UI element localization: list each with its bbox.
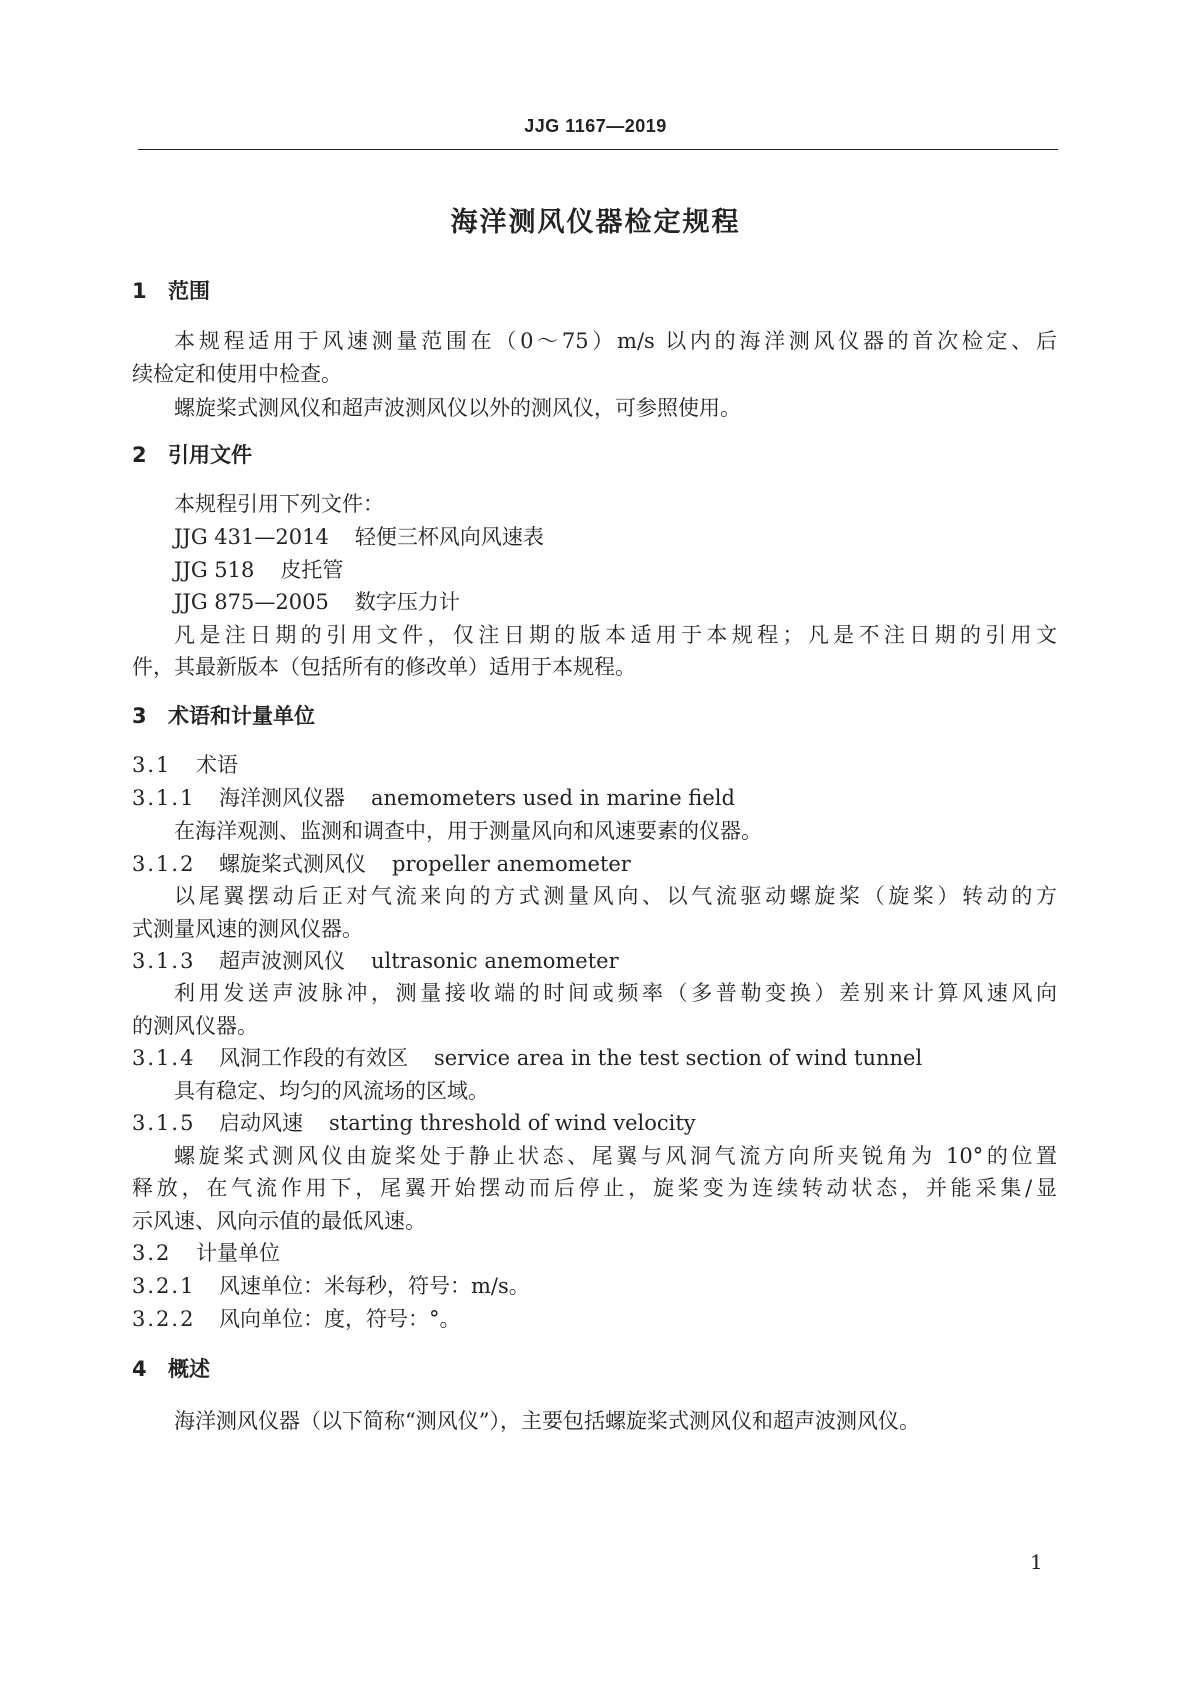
reference-code: JJG 875—2005 — [174, 590, 329, 614]
paragraph: 本规程引用下列文件： — [174, 492, 384, 516]
term-en: propeller anemometer — [392, 852, 631, 876]
reference-name: 数字压力计 — [354, 590, 460, 614]
document-title: 海洋测风仪器检定规程 — [450, 207, 741, 238]
term-en: ultrasonic anemometer — [371, 949, 619, 973]
unit-number: 3.2.2 — [132, 1307, 196, 1331]
document-code-header: JJG 1167—2019 — [524, 116, 667, 136]
term-definition: 在海洋观测、监测和调查中，用于测量风向和风速要素的仪器。 — [174, 819, 762, 843]
section-3-heading — [132, 701, 315, 731]
term-zh: 风洞工作段的有效区 — [219, 1046, 408, 1070]
term-en: starting threshold of wind velocity — [329, 1111, 696, 1135]
term-3-1-3 — [132, 946, 619, 976]
term-definition: 释放，在气流作用下，尾翼开始摆动而后停止，旋桨变为连续转动状态，并能采集/显 — [132, 1176, 1057, 1200]
reference-item — [174, 587, 460, 617]
unit-text: 风速单位：米每秒，符号：m/s。 — [219, 1274, 530, 1298]
section-number: 2 — [132, 443, 147, 467]
section-2-heading — [132, 440, 252, 470]
section-title: 术语和计量单位 — [168, 704, 315, 728]
term-number: 3.1.4 — [132, 1046, 196, 1070]
term-3-1-4 — [132, 1043, 922, 1073]
unit-3-2-2 — [132, 1304, 461, 1334]
reference-name: 轻便三杯风向风速表 — [354, 525, 544, 549]
header-rule — [138, 149, 1058, 150]
section-number: 4 — [132, 1357, 147, 1381]
term-definition: 的测风仪器。 — [132, 1014, 258, 1038]
term-zh: 海洋测风仪器 — [219, 786, 345, 810]
term-number: 3.1.1 — [132, 786, 196, 810]
unit-3-2-1 — [132, 1271, 530, 1301]
reference-item — [174, 555, 343, 585]
unit-number: 3.2.1 — [132, 1274, 196, 1298]
subsection-title: 术语 — [196, 753, 238, 777]
section-1-heading — [132, 276, 210, 306]
subsection-title: 计量单位 — [196, 1241, 280, 1265]
paragraph: 续检定和使用中检查。 — [132, 362, 342, 386]
section-4-heading — [132, 1354, 210, 1384]
term-definition: 示风速、风向示值的最低风速。 — [132, 1209, 426, 1233]
page-number: 1 — [1030, 1550, 1043, 1574]
term-zh: 启动风速 — [219, 1111, 303, 1135]
subsection-3-2 — [132, 1238, 280, 1268]
unit-text: 风向单位：度，符号：°。 — [219, 1307, 461, 1331]
reference-code: JJG 518 — [174, 558, 255, 582]
term-3-1-1 — [132, 783, 735, 813]
paragraph: 螺旋桨式测风仪和超声波测风仪以外的测风仪，可参照使用。 — [174, 396, 741, 420]
term-definition: 具有稳定、均匀的风流场的区域。 — [174, 1079, 489, 1103]
term-definition: 式测量风速的测风仪器。 — [132, 917, 363, 941]
section-title: 引用文件 — [168, 443, 252, 467]
section-number: 3 — [132, 704, 147, 728]
term-number: 3.1.5 — [132, 1111, 196, 1135]
term-en: service area in the test section of wind tunnel — [434, 1046, 923, 1070]
paragraph: 凡是注日期的引用文件，仅注日期的版本适用于本规程；凡是不注日期的引用文 — [174, 623, 1057, 647]
subsection-3-1 — [132, 750, 238, 780]
term-3-1-2 — [132, 849, 631, 879]
section-title: 范围 — [168, 279, 210, 303]
term-definition: 螺旋桨式测风仪由旋桨处于静止状态、尾翼与风洞气流方向所夹锐角为 10°的位置 — [174, 1144, 1057, 1168]
term-3-1-5 — [132, 1108, 696, 1138]
term-en: anemometers used in marine field — [371, 786, 735, 810]
reference-item — [174, 522, 544, 552]
term-number: 3.1.2 — [132, 852, 196, 876]
term-zh: 超声波测风仪 — [219, 949, 345, 973]
term-zh: 螺旋桨式测风仪 — [219, 852, 366, 876]
paragraph: 件，其最新版本（包括所有的修改单）适用于本规程。 — [132, 655, 636, 679]
subsection-number: 3.1 — [132, 753, 172, 777]
reference-code: JJG 431—2014 — [174, 525, 329, 549]
section-title: 概述 — [168, 1357, 210, 1381]
reference-name: 皮托管 — [280, 558, 344, 582]
term-definition: 以尾翼摆动后正对气流来向的方式测量风向、以气流驱动螺旋桨（旋桨）转动的方 — [174, 884, 1057, 908]
section-number: 1 — [132, 279, 147, 303]
paragraph: 海洋测风仪器（以下简称“测风仪”），主要包括螺旋桨式测风仪和超声波测风仪。 — [174, 1409, 920, 1433]
term-definition: 利用发送声波脉冲，测量接收端的时间或频率（多普勒变换）差别来计算风速风向 — [174, 981, 1057, 1005]
subsection-number: 3.2 — [132, 1241, 172, 1265]
term-number: 3.1.3 — [132, 949, 196, 973]
paragraph: 本规程适用于风速测量范围在（0～75）m/s 以内的海洋测风仪器的首次检定、后 — [174, 329, 1057, 353]
